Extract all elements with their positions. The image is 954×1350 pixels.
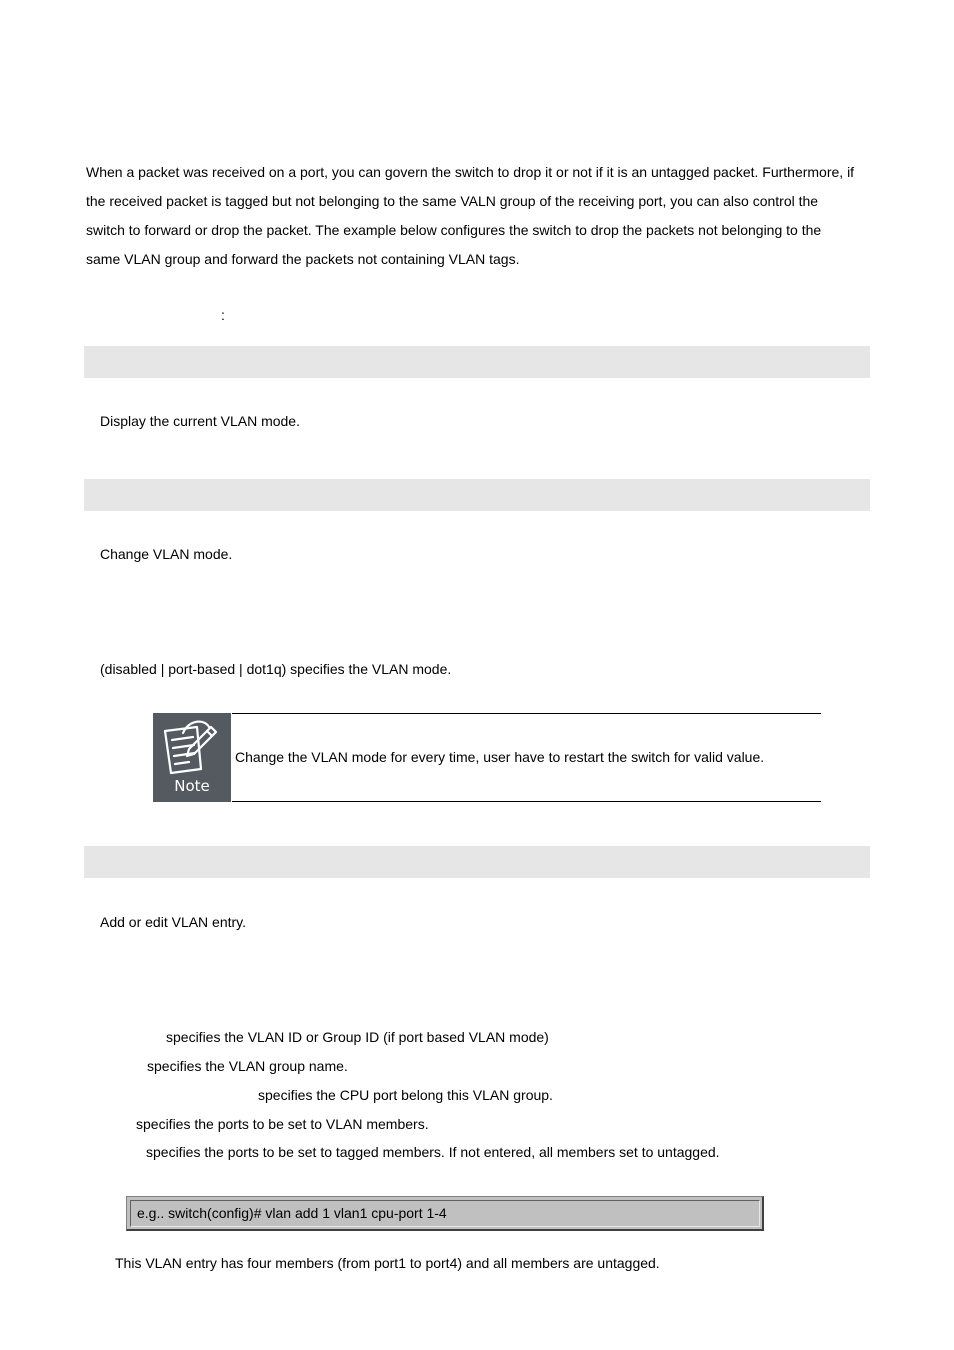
command-header-show-mode (84, 346, 870, 378)
vlan-mode-parameter: (disabled | port-based | dot1q) specifies the VLAN mode. (100, 661, 452, 677)
note-icon (153, 713, 231, 802)
syntax-colon: : (221, 307, 225, 323)
command-header-vlan-add (84, 846, 870, 878)
note-bottom-rule (232, 801, 821, 802)
example-explanation: This VLAN entry has four members (from port1 to port4) and all members are untagged. (115, 1255, 660, 1271)
param-vlan-name: specifies the VLAN group name. (147, 1058, 348, 1074)
vlan-mode-description: Change VLAN mode. (100, 546, 233, 562)
param-vlan-id: specifies the VLAN ID or Group ID (if port based VLAN mode) (166, 1029, 549, 1045)
note-label: Note (174, 777, 210, 795)
note-text: Change the VLAN mode for every time, user have to restart the switch for valid value. (235, 749, 765, 765)
command-header-vlan-mode (84, 479, 870, 511)
intro-line: same VLAN group and forward the packets not containing VLAN tags. (86, 251, 520, 267)
param-cpu-port: specifies the CPU port belong this VLAN group. (258, 1087, 553, 1103)
param-member-ports: specifies the ports to be set to VLAN members. (136, 1116, 429, 1132)
example-command-box (126, 1196, 764, 1231)
show-mode-description: Display the current VLAN mode. (100, 413, 300, 429)
param-tagged-ports: specifies the ports to be set to tagged members. If not entered, all members set to untagged. (146, 1144, 720, 1160)
note-box (153, 713, 821, 802)
intro-line: the received packet is tagged but not belonging to the same VALN group of the receiving port, you can also control the (86, 193, 819, 209)
note-top-rule (232, 713, 821, 714)
vlan-add-description: Add or edit VLAN entry. (100, 914, 247, 930)
intro-line: When a packet was received on a port, you can govern the switch to drop it or not if it is an untagged packet. Furthermore, if (86, 164, 855, 180)
note-pencil-icon (153, 713, 231, 777)
intro-paragraph (86, 158, 876, 274)
intro-line: switch to forward or drop the packet. The example below configures the switch to drop the packets not belonging to the (86, 222, 822, 238)
example-command: e.g.. switch(config)# vlan add 1 vlan1 cpu-port 1-4 (137, 1205, 447, 1221)
